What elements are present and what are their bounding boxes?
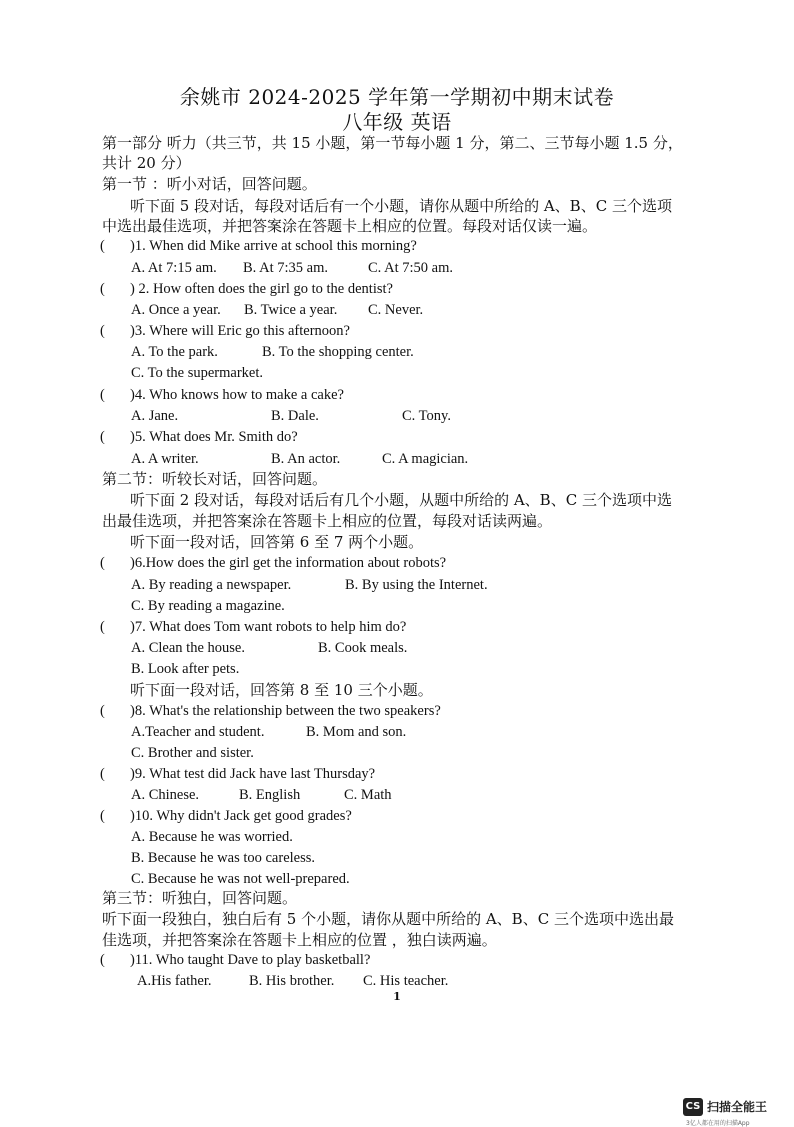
option-2c: C. Never.	[368, 302, 424, 318]
section3-instruction-line2: 佳选项，并把答案涂在答题卡上相应的位置 ，独白读两遍。	[102, 931, 497, 949]
section1-title: 第一节 ：听小对话，回答问题。	[102, 175, 317, 193]
question-text: )3. Where will Eric go this afternoon?	[130, 323, 350, 339]
answer-paren: (	[100, 555, 105, 571]
question-text: )7. What does Tom want robots to help him do?	[130, 619, 407, 635]
option-4a: A. Jane.	[131, 408, 179, 424]
question-text: )5. What does Mr. Smith do?	[130, 429, 298, 445]
question-8	[100, 701, 441, 721]
option-3c: C. To the supermarket.	[131, 365, 264, 381]
part1-header-line1: 第一部分 听力（共三节，共 15 小题，第一节每小题 1 分，第二、三节每小题 1.5 分，	[102, 134, 683, 152]
option-4b: B. Dale.	[271, 408, 319, 424]
section2-subinstruction-2: 听下面一段对话，回答第 8 至 10 三个小题。	[130, 681, 433, 699]
option-2a: A. Once a year.	[131, 302, 221, 318]
question-text: ) 2. How often does the girl go to the dentist?	[130, 281, 393, 297]
question-6	[100, 553, 446, 573]
option-5c: C. A magician.	[382, 451, 469, 467]
option-7c: B. Look after pets.	[131, 661, 240, 677]
option-6a: A. By reading a newspaper.	[131, 577, 292, 593]
section2-instruction-line2: 出最佳选项，并把答案涂在答题卡上相应的位置，每段对话读两遍。	[102, 512, 553, 530]
exam-title: 余姚市 2024-2025 学年第一学期初中期末试卷	[179, 85, 615, 109]
option-5b: B. An actor.	[271, 451, 341, 467]
section2-title: 第二节：听较长对话，回答问题。	[102, 470, 328, 488]
section1-instruction-line2: 中选出最佳选项，并把答案涂在答题卡上相应的位置。每段对话仅读一遍。	[102, 217, 598, 235]
answer-paren: (	[100, 323, 105, 339]
option-7a: A. Clean the house.	[131, 640, 245, 656]
watermark-tagline: 3亿人都在用的扫描App	[686, 1120, 750, 1127]
option-10c: C. Because he was not well-prepared.	[131, 871, 350, 887]
watermark-app-name: 扫描全能王	[707, 1100, 768, 1114]
option-11c: C. His teacher.	[363, 973, 449, 989]
question-1	[100, 236, 417, 256]
option-6b: B. By using the Internet.	[345, 577, 488, 593]
option-7b: B. Cook meals.	[318, 640, 408, 656]
question-10	[100, 806, 352, 826]
camscanner-logo-icon: CS	[683, 1098, 703, 1116]
question-2	[100, 279, 393, 299]
option-9c: C. Math	[344, 787, 392, 803]
question-3	[100, 321, 350, 341]
option-8b: B. Mom and son.	[306, 724, 407, 740]
part1-header-line2: 共计 20 分）	[102, 154, 191, 172]
section2-instruction-line1: 听下面 2 段对话，每段对话后有几个小题，从题中所给的 A、B、C 三个选项中选	[130, 491, 672, 509]
option-3b: B. To the shopping center.	[262, 344, 414, 360]
option-1a: A. At 7:15 am.	[131, 260, 217, 276]
question-4	[100, 385, 344, 405]
question-text: )1. When did Mike arrive at school this morning?	[130, 238, 417, 254]
option-8a: A.Teacher and student.	[131, 724, 265, 740]
option-9b: B. English	[239, 787, 301, 803]
scanner-watermark	[683, 1098, 787, 1118]
section2-subinstruction-1: 听下面一段对话，回答第 6 至 7 两个小题。	[130, 533, 424, 551]
question-text: )9. What test did Jack have last Thursday?	[130, 766, 376, 782]
answer-paren: (	[100, 387, 105, 403]
answer-paren: (	[100, 703, 105, 719]
answer-paren: (	[100, 808, 105, 824]
question-text: )6.How does the girl get the information about robots?	[130, 555, 447, 571]
option-10a: A. Because he was worried.	[131, 829, 293, 845]
question-7	[100, 617, 406, 637]
question-5	[100, 427, 298, 447]
question-text: )8. What's the relationship between the two speakers?	[130, 703, 441, 719]
option-1c: C. At 7:50 am.	[368, 260, 453, 276]
option-3a: A. To the park.	[131, 344, 218, 360]
option-1b: B. At 7:35 am.	[243, 260, 328, 276]
answer-paren: (	[100, 238, 105, 254]
option-6c: C. By reading a magazine.	[131, 598, 285, 614]
section3-title: 第三节：听独白，回答问题。	[102, 889, 298, 907]
option-4c: C. Tony.	[402, 408, 451, 424]
question-text: )10. Why didn't Jack get good grades?	[130, 808, 352, 824]
question-11	[100, 950, 370, 970]
page-number: 1	[393, 990, 401, 1003]
option-2b: B. Twice a year.	[244, 302, 338, 318]
answer-paren: (	[100, 619, 105, 635]
question-9	[100, 764, 375, 784]
answer-paren: (	[100, 281, 105, 297]
question-text: )11. Who taught Dave to play basketball?	[130, 952, 371, 968]
option-8c: C. Brother and sister.	[131, 745, 254, 761]
option-5a: A. A writer.	[131, 451, 199, 467]
question-text: )4. Who knows how to make a cake?	[130, 387, 344, 403]
option-9a: A. Chinese.	[131, 787, 200, 803]
exam-subtitle: 八年级 英语	[342, 110, 452, 134]
section3-instruction-line1: 听下面一段独白，独白后有 5 个小题，请你从题中所给的 A、B、C 三个选项中选出最	[102, 910, 674, 928]
answer-paren: (	[100, 952, 105, 968]
answer-paren: (	[100, 429, 105, 445]
option-10b: B. Because he was too careless.	[131, 850, 316, 866]
option-11a: A.His father.	[137, 973, 212, 989]
answer-paren: (	[100, 766, 105, 782]
section1-instruction-line1: 听下面 5 段对话，每段对话后有一个小题，请你从题中所给的 A、B、C 三个选项	[130, 197, 672, 215]
option-11b: B. His brother.	[249, 973, 335, 989]
